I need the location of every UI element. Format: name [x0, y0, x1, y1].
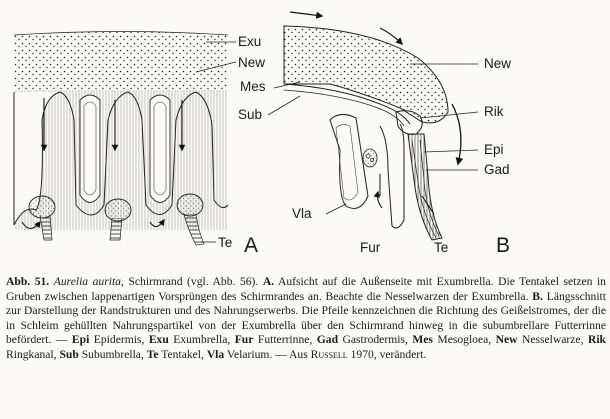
def-te: Tentakel,	[158, 347, 207, 361]
abbr-te: Te	[146, 347, 159, 361]
label-a-new: New	[238, 55, 266, 70]
abbr-mes: Mes	[412, 333, 433, 347]
panel-b-letter: B	[496, 234, 511, 257]
label-b-gad: Gad	[484, 162, 510, 177]
figure-number: Abb. 51.	[6, 275, 50, 288]
caption-text-2: Aufsicht auf die Außenseite mit Exumbrella. Die Tentakel setzen in Gruben zwischen lappenartigen Vorsprüngen des Schirmrandes an. Beachte die Nesselwarzen der Exumbrella.	[6, 275, 606, 303]
def-exu: Exumbrella,	[168, 333, 235, 347]
abbr-vla: Vla	[206, 347, 225, 361]
tag-a: A.	[262, 275, 275, 288]
def-mes: Mesogloea,	[432, 333, 496, 347]
caption-end: 1970, verändert.	[347, 347, 427, 361]
label-b-rik: Rik	[484, 104, 504, 119]
label-a-exu: Exu	[238, 34, 262, 49]
tag-b: B.	[532, 289, 543, 303]
def-new: Nesselwarze,	[517, 333, 588, 347]
def-sub: Subumbrella,	[78, 347, 147, 361]
label-b-fur: Fur	[360, 240, 381, 255]
label-b-vla: Vla	[292, 206, 312, 221]
label-b-mes: Mes	[240, 79, 266, 94]
species-name: Aurelia aurita	[53, 275, 121, 288]
figure-caption	[6, 275, 606, 363]
def-vla: Velarium. — Aus	[224, 347, 311, 361]
author-name: Russell	[310, 347, 348, 361]
def-rik: Ringkanal,	[6, 347, 60, 361]
abbr-gad: Gad	[316, 333, 339, 347]
abbr-exu: Exu	[148, 333, 169, 347]
def-gad: Gastrodermis,	[338, 333, 413, 347]
abbr-rik: Rik	[587, 333, 606, 347]
caption-text-1: , Schirmrand (vgl. Abb. 56).	[120, 275, 263, 288]
panel-a-letter: A	[244, 234, 259, 257]
label-b-new: New	[484, 56, 512, 71]
def-fur: Futterrinne,	[253, 333, 317, 347]
abbr-new: New	[495, 333, 518, 347]
abbr-epi: Epi	[71, 333, 90, 347]
abbr-fur: Fur	[234, 333, 254, 347]
label-a-te: Te	[218, 235, 233, 250]
caption-text-3: Längsschnitt zur Darstellung der Randstrukturen und des Nahrungserwerbs. Die Pfeile kennzeichnen die Richtung des Geißelstromes, der die in Schleim gehüllten Nahrungspartikel von der Exumbrella über den Schirmrand hinweg in die subumbrellare Futterrinne befördert. —	[6, 289, 606, 347]
def-epi: Epidermis,	[89, 333, 149, 347]
label-b-epi: Epi	[484, 142, 504, 157]
panel-a-drawing	[14, 32, 236, 246]
abbr-sub: Sub	[59, 347, 79, 361]
label-b-te: Te	[434, 240, 449, 255]
label-b-sub: Sub	[238, 107, 263, 122]
